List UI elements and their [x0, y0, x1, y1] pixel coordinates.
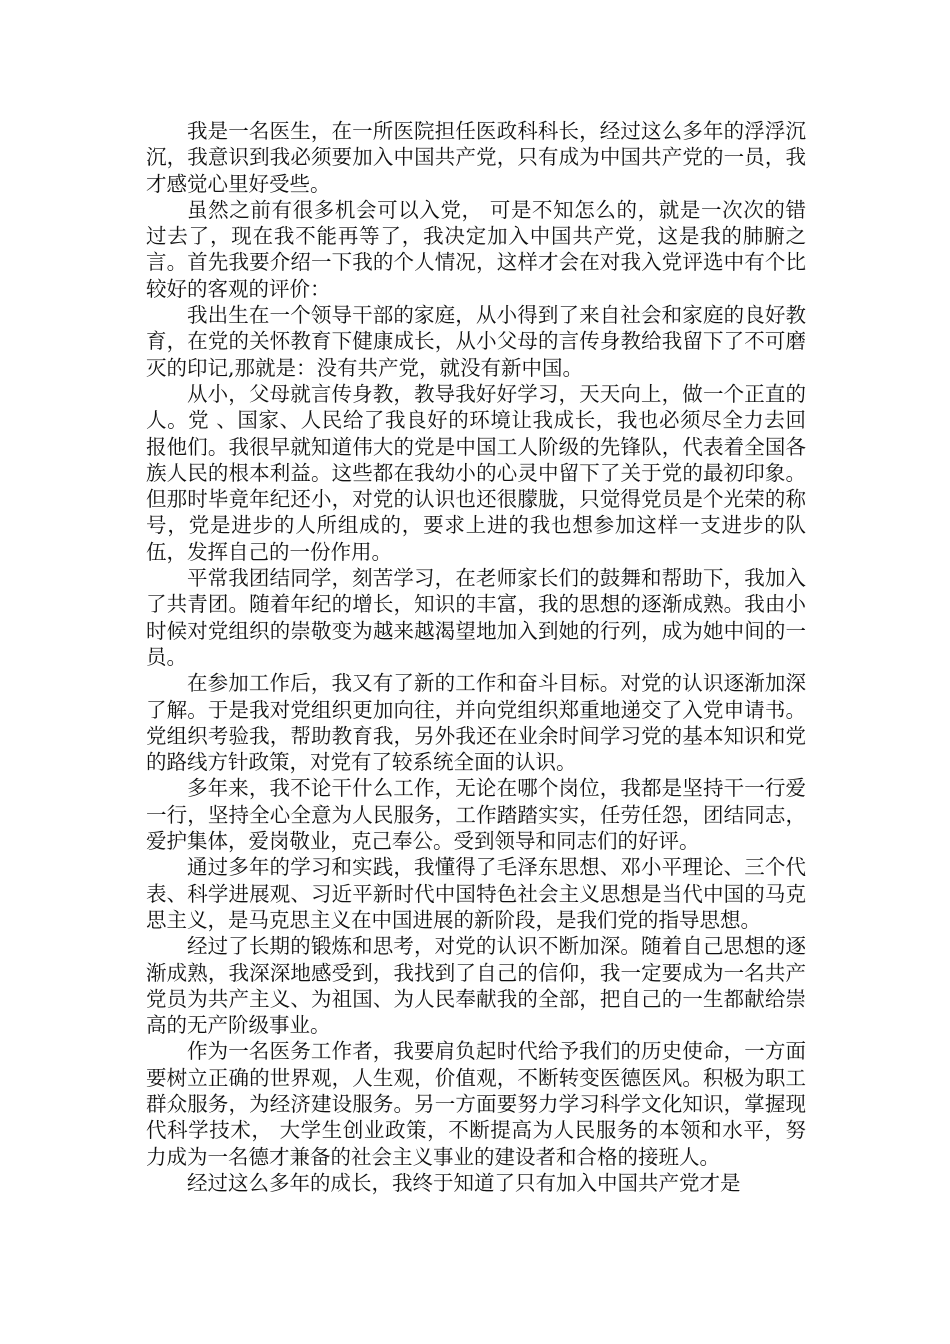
paragraph-1: 我是一名医生，在一所医院担任医政科科长，经过这么多年的浮浮沉沉，我意识到我必须要加入中国共产党，只有成为中国共产党的一员，我才感觉心里好受些。: [146, 119, 806, 196]
paragraph-3: 我出生在一个领导干部的家庭，从小得到了来自社会和家庭的良好教育，在党的关怀教育下健康成长，从小父母的言传身教给我留下了不可磨灭的印记,那就是：没有共产党，就没有新中国。: [146, 303, 806, 380]
paragraph-9: 经过了长期的锻炼和思考，对党的认识不断加深。随着自己思想的逐渐成熟，我深深地感受到，我找到了自己的信仰，我一定要成为一名共产党员为共产主义、为祖国、为人民奉献我的全部，把自己的一生都献给崇高的无产阶级事业。: [146, 934, 806, 1038]
paragraph-2: 虽然之前有很多机会可以入党， 可是不知怎么的，就是一次次的错过去了，现在我不能再等了，我决定加入中国共产党，这是我的肺腑之言。首先我要介绍一下我的个人情况，这样才会在对我入党评选中有个比较好的客观的评价：: [146, 197, 806, 301]
paragraph-7: 多年来，我不论干什么工作，无论在哪个岗位，我都是坚持干一行爱一行，坚持全心全意为人民服务，工作踏踏实实，任劳任怨，团结同志，爱护集体，爱岗敬业，克己奉公。受到领导和同志们的好评。: [146, 776, 806, 854]
paragraph-11: 经过这么多年的成长，我终于知道了只有加入中国共产党才是: [187, 1170, 741, 1195]
paragraph-6: 在参加工作后，我又有了新的工作和奋斗目标。对党的认识逐渐加深了解。于是我对党组织更加向往，并向党组织郑重地递交了入党申请书。党组织考验我，帮助教育我，另外我还在业余时间学习党的基本知识和党的路线方针政策，对党有了较系统全面的认识。: [146, 671, 806, 775]
paragraph-8: 通过多年的学习和实践，我懂得了毛泽东思想、邓小平理论、三个代表、科学进展观、习近平新时代中国特色社会主义思想是当代中国的马克思主义，是马克思主义在中国进展的新阶段，是我们党的指导思想。: [146, 855, 806, 932]
paragraph-5: 平常我团结同学，刻苦学习，在老师家长们的鼓舞和帮助下，我加入了共青团。随着年纪的增长，知识的丰富，我的思想的逐渐成熟。我由小时候对党组织的崇敬变为越来越渴望地加入到她的行列，成为她中间的一员。: [146, 566, 806, 669]
paragraph-10: 作为一名医务工作者，我要肩负起时代给予我们的历史使命，一方面要树立正确的世界观，人生观，价值观，不断转变医德医风。积极为职工群众服务，为经济建设服务。另一方面要努力学习科学文化知识，掌握现代科学技术， 大学生创业政策，不断提高为人民服务的本领和水平，努力成为一名德才兼备的社会主义事业的建设者和合格的接班人。: [146, 1039, 806, 1169]
paragraph-4: 从小，父母就言传身教，教导我好好学习，天天向上，做一个正直的人。党 、国家、人民给了我良好的环境让我成长，我也必须尽全力去回报他们。我很早就知道伟大的党是中国工人阶级的先锋队，代表着全国各族人民的根本利益。这些都在我幼小的心灵中留下了关于党的最初印象。但那时毕竟年纪还小，对党的认识也还很朦胧，只觉得党员是个光荣的称号，党是进步的人所组成的，要求上进的我也想参加这样一支进步的队伍，发挥自己的一份作用。: [146, 381, 806, 564]
document-body: [146, 118, 806, 1196]
